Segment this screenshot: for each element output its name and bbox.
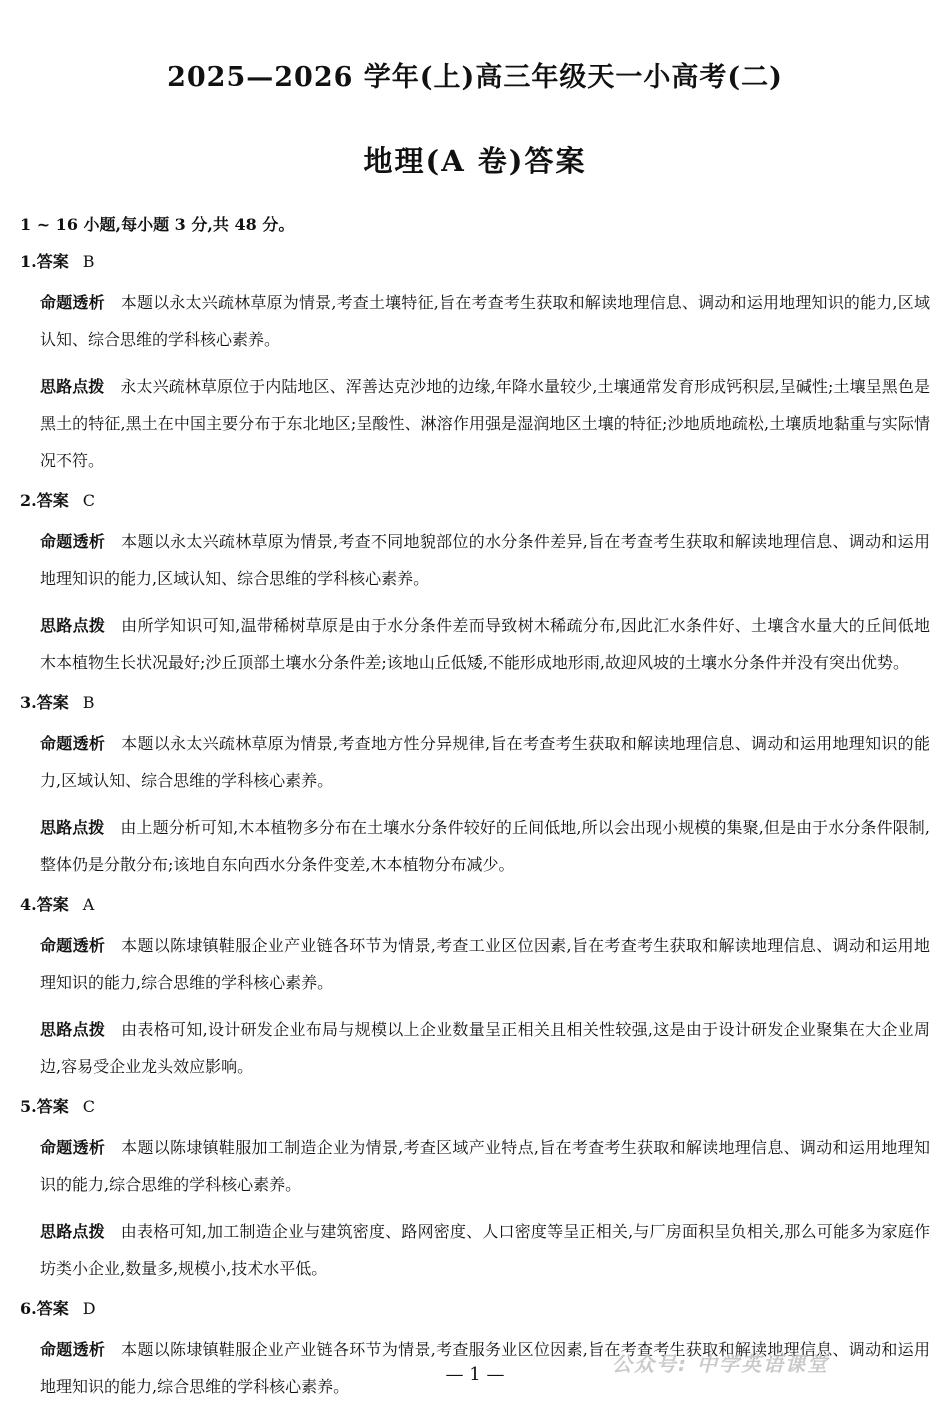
hint-text: 永太兴疏林草原位于内陆地区、浑善达克沙地的边缘,年降水量较少,土壤通常发育形成钙积层,呈碱性;土壤呈黑色是黑土的特征,黑土在中国主要分布于东北地区;呈酸性、淋溶作用强是湿润地区土壤的特征;沙地质地疏松,土壤质地黏重与实际情况不符。: [40, 377, 930, 470]
question-block: [20, 893, 930, 1085]
hint-paragraph: [40, 809, 930, 883]
hint-paragraph: [40, 368, 930, 479]
hint-paragraph: [40, 1213, 930, 1287]
page-number: — 1 —: [445, 1364, 505, 1385]
hint-label: 思路点拨: [40, 818, 105, 837]
hint-paragraph: [40, 607, 930, 681]
question-block: [20, 489, 930, 681]
watermark-text: 公众号: 中学英语课堂: [612, 1352, 829, 1376]
answer-label: 答案: [36, 693, 69, 712]
intent-label: 命题透析: [40, 734, 106, 753]
question-number: 4.: [20, 895, 37, 914]
intent-label: 命题透析: [40, 936, 106, 955]
question-number: 3.: [20, 693, 37, 712]
hint-text: 由上题分析可知,木本植物多分布在土壤水分条件较好的丘间低地,所以会出现小规模的集聚,但是由于水分条件限制,整体仍是分散分布;该地自东向西水分条件变差,木本植物分布减少。: [40, 818, 930, 874]
answer-value: C: [82, 1097, 95, 1116]
answer-value: A: [82, 895, 95, 914]
answer-line: [20, 1297, 930, 1321]
intent-text: 本题以陈埭镇鞋服企业产业链各环节为情景,考查服务业区位因素,旨在考查考生获取和解读地理信息、调动和运用地理知识的能力,综合思维的学科核心素养。: [40, 1340, 930, 1396]
intent-label: 命题透析: [40, 1138, 106, 1157]
intent-paragraph: [40, 1129, 930, 1203]
intent-text: 本题以永太兴疏林草原为情景,考查土壤特征,旨在考查考生获取和解读地理信息、调动和运用地理知识的能力,区域认知、综合思维的学科核心素养。: [40, 293, 930, 349]
intent-paragraph: [40, 523, 930, 597]
answer-label: 答案: [36, 1299, 69, 1318]
intent-paragraph: [40, 284, 930, 358]
document-subtitle: 地理(A 卷)答案: [363, 144, 587, 178]
hint-text: 由所学知识可知,温带稀树草原是由于水分条件差而导致树木稀疏分布,因此汇水条件好、土壤含水量大的丘间低地木本植物生长状况最好;沙丘顶部土壤水分条件差;该地山丘低矮,不能形成地形雨,故迎风坡的土壤水分条件并没有突出优势。: [40, 616, 930, 672]
answer-label: 答案: [36, 252, 69, 271]
hint-label: 思路点拨: [40, 377, 105, 396]
intent-label: 命题透析: [40, 532, 106, 551]
hint-label: 思路点拨: [40, 616, 106, 635]
answer-value: D: [82, 1299, 96, 1318]
answer-line: [20, 250, 930, 274]
answer-list: [20, 250, 930, 1415]
answer-line: [20, 489, 930, 513]
answer-line: [20, 1095, 930, 1119]
question-number: 1.: [20, 252, 37, 271]
document-title: 2025—2026 学年(上)高三年级天一小高考(二): [167, 62, 783, 93]
answer-label: 答案: [36, 1097, 69, 1116]
hint-label: 思路点拨: [40, 1222, 105, 1241]
question-block: [20, 691, 930, 883]
section-intro: 1 ~ 16 小题,每小题 3 分,共 48 分。: [20, 215, 295, 234]
hint-paragraph: [40, 1011, 930, 1085]
answer-line: [20, 691, 930, 715]
answer-label: 答案: [36, 895, 69, 914]
intent-paragraph: [40, 725, 930, 799]
question-block: [20, 250, 930, 479]
intent-text: 本题以陈埭镇鞋服企业产业链各环节为情景,考查工业区位因素,旨在考查考生获取和解读地理信息、调动和运用地理知识的能力,综合思维的学科核心素养。: [40, 936, 930, 992]
hint-label: 思路点拨: [40, 1020, 106, 1039]
intent-label: 命题透析: [40, 293, 105, 312]
hint-text: 由表格可知,加工制造企业与建筑密度、路网密度、人口密度等呈正相关,与厂房面积呈负相关,那么可能多为家庭作坊类小企业,数量多,规模小,技术水平低。: [40, 1222, 930, 1278]
intent-text: 本题以永太兴疏林草原为情景,考查不同地貌部位的水分条件差异,旨在考查考生获取和解读地理信息、调动和运用地理知识的能力,区域认知、综合思维的学科核心素养。: [40, 532, 930, 588]
answer-line: [20, 893, 930, 917]
answer-value: C: [82, 491, 95, 510]
question-number: 6.: [20, 1299, 37, 1318]
answer-value: B: [82, 693, 95, 712]
answer-value: B: [82, 252, 95, 271]
intent-text: 本题以永太兴疏林草原为情景,考查地方性分异规律,旨在考查考生获取和解读地理信息、调动和运用地理知识的能力,区域认知、综合思维的学科核心素养。: [40, 734, 930, 790]
question-number: 5.: [20, 1097, 37, 1116]
question-block: [20, 1095, 930, 1287]
intent-label: 命题透析: [40, 1340, 106, 1359]
answer-label: 答案: [36, 491, 69, 510]
intent-paragraph: [40, 927, 930, 1001]
question-number: 2.: [20, 491, 37, 510]
hint-text: 由表格可知,设计研发企业布局与规模以上企业数量呈正相关且相关性较强,这是由于设计研发企业聚集在大企业周边,容易受企业龙头效应影响。: [40, 1020, 930, 1076]
intent-text: 本题以陈埭镇鞋服加工制造企业为情景,考查区域产业特点,旨在考查考生获取和解读地理信息、调动和运用地理知识的能力,综合思维的学科核心素养。: [40, 1138, 930, 1194]
